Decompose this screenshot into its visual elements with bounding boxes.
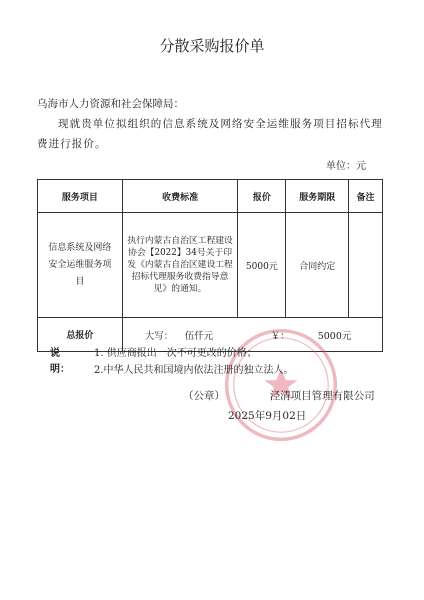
intro-line-1: 现就贵单位拟组织的信息系统及网络安全运维服务项目招标代理: [58, 118, 383, 130]
total-yen-label: ￥：: [270, 331, 290, 342]
table-row: [38, 213, 383, 318]
cell-remark: [349, 213, 383, 318]
cell-price: 5000元: [238, 213, 286, 318]
header-standard: 收费标准: [122, 180, 238, 213]
signature-date: 2025年9月02日: [228, 410, 307, 422]
header-service: 服务项目: [38, 180, 123, 213]
total-yen-value: 5000元: [317, 331, 352, 342]
total-big-label: 大写：: [144, 331, 174, 342]
seal-label: （公章）: [183, 390, 225, 402]
addressee: 乌海市人力资源和社会保障局：: [37, 98, 184, 110]
notes-label: 说明：: [50, 348, 70, 375]
intro-line-2: 费进行报价。: [37, 138, 107, 150]
note-item-1: 1. 供应商报出一次不可更改的价格；: [94, 348, 257, 359]
total-label: 总报价: [38, 318, 123, 352]
header-period: 服务期限: [286, 180, 349, 213]
cell-standard: 执行内蒙古自治区工程建设协会【2022】34号关于印发《内蒙古自治区建设工程招标代理服务收费指导意见》的通知。: [122, 213, 238, 318]
note-item-2: 2.中华人民共和国境内依法注册的独立法人。: [94, 365, 294, 376]
cell-period: 合同约定: [286, 213, 349, 318]
page-title: 分散采购报价单: [159, 37, 265, 55]
header-price: 报价: [238, 180, 286, 213]
company-name: 泾清项目管理有限公司: [269, 390, 375, 402]
cell-service: 信息系统及网络安全运维服务项目: [38, 213, 123, 318]
table-header-row: [38, 180, 383, 213]
company-seal: [222, 326, 340, 444]
total-big-value: 伍仟元: [184, 331, 214, 342]
signature-line: [183, 388, 375, 403]
header-remark: 备注: [349, 180, 383, 213]
unit-label: 单位：元: [326, 161, 366, 172]
